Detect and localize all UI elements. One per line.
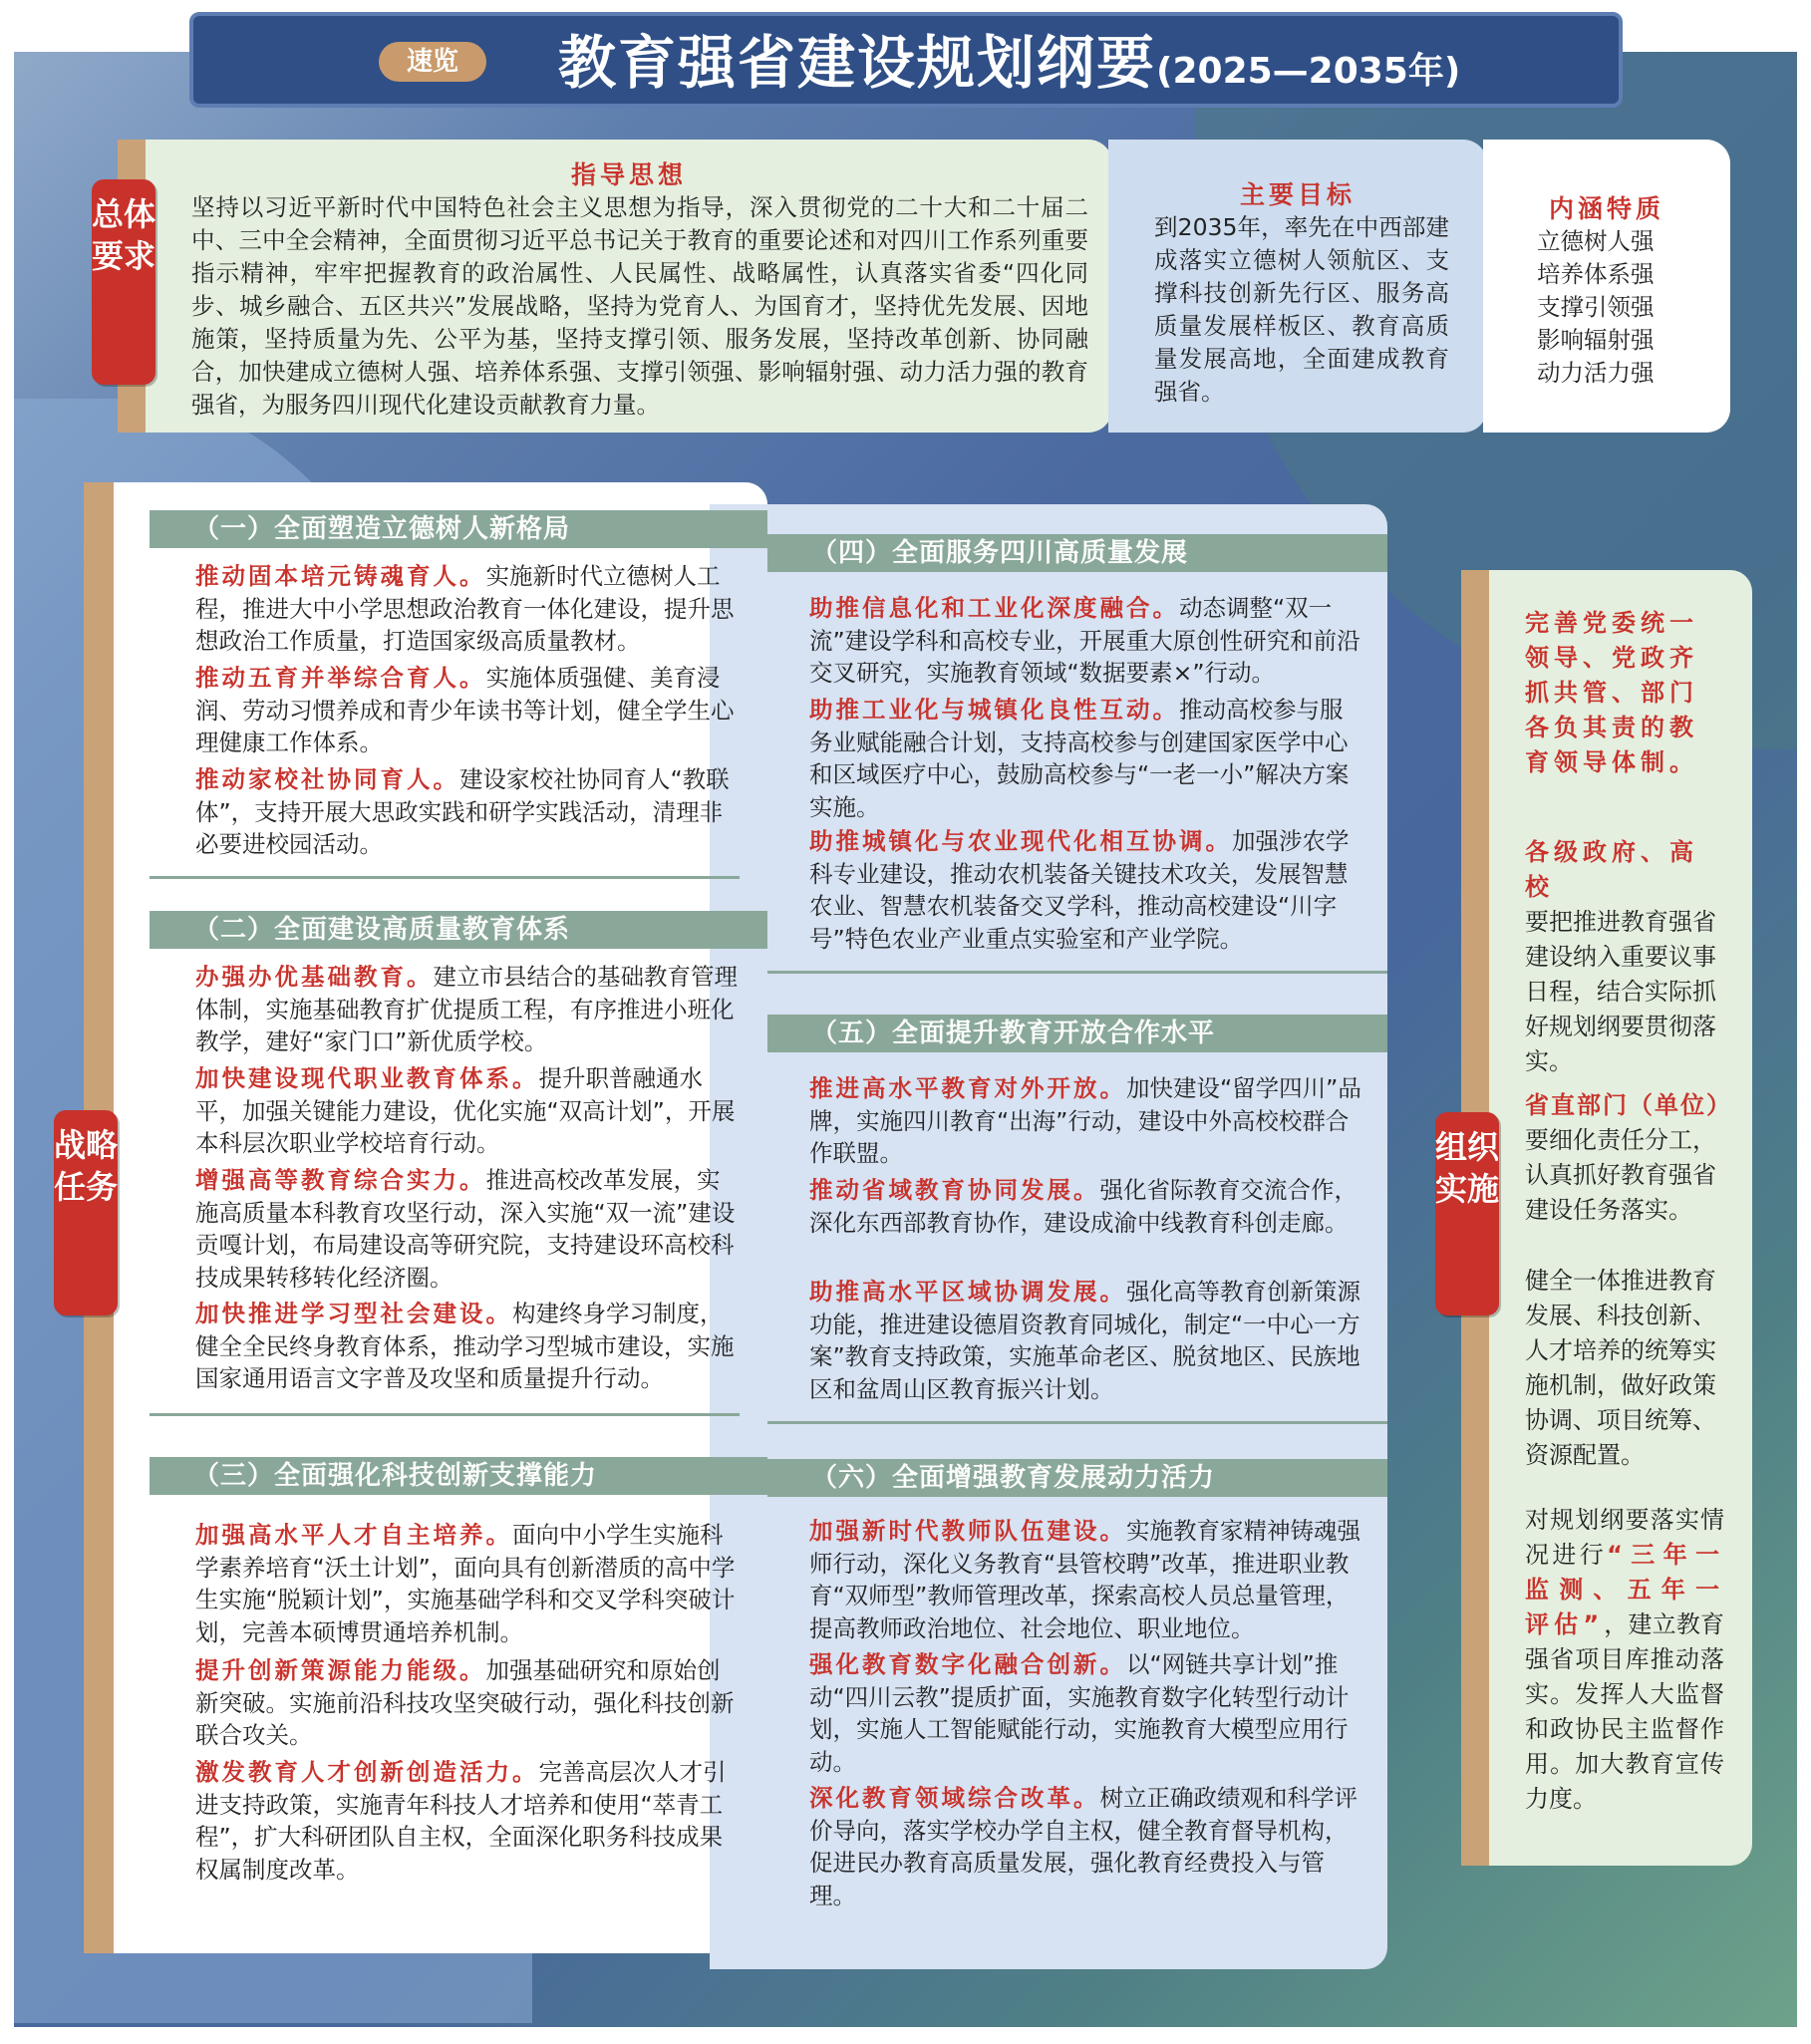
section-1-item	[195, 560, 742, 658]
section-1-header: （一）全面塑造立德树人新格局	[150, 510, 767, 548]
item-text: 动态调整“双一流”建设学科和高校专业，开展重大原创性研究和前沿交叉研究，实施教育领域“数据要素×”行动。	[809, 594, 1360, 687]
item-head: 推进高水平教育对外开放。	[809, 1074, 1126, 1102]
org-p4: 健全一体推进教育发展、科技创新、人才培养的统筹实施机制，做好政策协调、项目统筹、资源配置。	[1525, 1267, 1716, 1469]
org-p3-text: 要细化责任分工，认真抓好教育强省建设任务落实。	[1525, 1126, 1716, 1224]
traits-list	[1537, 225, 1716, 390]
org-p5-head: “三年一监测、五年一评估”	[1525, 1541, 1724, 1638]
trait-item: 动力活力强	[1537, 359, 1655, 387]
item-head: 加快建设现代职业教育体系。	[195, 1064, 539, 1092]
goals-text: 到2035年，率先在中西部建成落实立德树人领航区、支撑科技创新先行区、服务高质量发展样板区、教育高质量发展高地，全面建成教育强省。	[1154, 213, 1449, 406]
section-2-item	[195, 1062, 742, 1160]
item-text: 提升职普融通水平，加强关键能力建设，优化实施“双高计划”，开展本科层次职业学校培育行动。	[195, 1064, 736, 1157]
item-text: 树立正确政绩观和科学评价导向，落实学校办学自主权，健全教育督导机构，促进民办教育高质量发展，强化教育经费投入与管理。	[809, 1784, 1358, 1909]
item-text: 实施新时代立德树人工程，推进大中小学思想政治教育一体化建设，提升思想政治工作质量，打造国家级高质量教材。	[195, 562, 735, 655]
org-p5	[1525, 1503, 1724, 1817]
section-5-item	[809, 1276, 1361, 1405]
section-4-rule	[767, 971, 1387, 974]
org-p3	[1525, 1088, 1732, 1228]
overall-tag: 总体要求	[92, 179, 155, 385]
traits-panel	[1483, 140, 1730, 433]
item-head: 助推城镇化与农业现代化相互协调。	[809, 827, 1232, 855]
section-4-item	[809, 592, 1361, 690]
strategy-tag: 战略任务	[54, 1110, 118, 1315]
section-5-item	[809, 1174, 1361, 1239]
section-2-item	[195, 1164, 742, 1294]
section-6-item	[809, 1515, 1361, 1644]
item-text: 建立市县结合的基础教育管理体制，实施基础教育扩优提质工程，有序推进小班化教学，建好“家门口”新优质学校。	[195, 963, 738, 1055]
section-3-item	[195, 1654, 742, 1752]
section-2-header: （二）全面建设高质量教育体系	[150, 911, 767, 949]
section-4-item	[809, 825, 1361, 955]
trait-item: 支撑引领强	[1537, 293, 1655, 321]
item-head: 增强高等教育综合实力。	[195, 1166, 486, 1194]
section-5-item	[809, 1072, 1361, 1170]
item-head: 加强新时代教师队伍建设。	[809, 1517, 1126, 1545]
item-head: 提升创新策源能力能级。	[195, 1656, 486, 1684]
item-head: 推动家校社协同育人。	[195, 765, 459, 793]
org-p2-text: 要把推进教育强省建设纳入重要议事日程，结合实际抓好规划纲要贯彻落实。	[1525, 908, 1716, 1075]
quick-view-badge: 速览	[379, 42, 486, 82]
section-5-rule	[767, 1421, 1387, 1424]
section-1-item	[195, 662, 742, 759]
item-head: 加强高水平人才自主培养。	[195, 1521, 512, 1549]
item-text: 强化省际教育交流合作，深化东西部教育协作，建设成渝中线教育科创走廊。	[809, 1176, 1358, 1237]
section-1-rule	[150, 876, 740, 879]
item-head: 助推高水平区域协调发展。	[809, 1278, 1126, 1306]
goals-panel	[1108, 140, 1487, 433]
item-head: 助推工业化与城镇化良性互动。	[809, 696, 1179, 724]
org-p2	[1525, 835, 1724, 1079]
section-6-item	[809, 1648, 1361, 1778]
item-text: 推动高校参与服务业赋能融合计划，支持高校参与创建国家医学中心和区域医疗中心，鼓励高校参与“一老一小”解决方案实施。	[809, 696, 1350, 821]
section-3-item	[195, 1756, 742, 1886]
trait-item: 影响辐射强	[1537, 326, 1655, 354]
item-head: 助推信息化和工业化深度融合。	[809, 594, 1179, 622]
item-text: 完善高层次人才引进支持政策，实施青年科技人才培养和使用“萃青工程”，扩大科研团队自主权，全面深化职务科技成果权属制度改革。	[195, 1758, 727, 1884]
page-title	[558, 28, 1460, 98]
item-text: 以“网链共享计划”推动“四川云教”提质扩面，实施教育数字化转型行动计划，实施人工智能赋能行动，实施教育大模型应用行动。	[809, 1650, 1350, 1776]
goals-title: 主要目标	[1239, 180, 1356, 209]
item-head: 推动省域教育协同发展。	[809, 1176, 1100, 1204]
section-6-header: （六）全面增强教育发展动力活力	[767, 1459, 1387, 1497]
org-p1-head: 完善党委统一领导、党政齐抓共管、部门各负其责的教育领导体制。	[1525, 609, 1698, 776]
section-2-item	[195, 961, 742, 1058]
item-text: 强化高等教育创新策源功能，推进建设德眉资教育同城化，制定“一中心一方案”教育支持政策，实施革命老区、脱贫地区、民族地区和盆周山区教育振兴计划。	[809, 1278, 1360, 1403]
org-tag: 组织实施	[1435, 1112, 1499, 1315]
title-years: (2025—2035年)	[1156, 51, 1461, 92]
org-p3-head: 省直部门（单位）	[1525, 1091, 1732, 1119]
item-text: 建设家校社协同育人“教联体”，支持开展大思政实践和研学实践活动，清理非必要进校园活动。	[195, 765, 730, 858]
item-head: 激发教育人才创新创造活力。	[195, 1758, 539, 1786]
guiding-text: 坚持以习近平新时代中国特色社会主义思想为指导，深入贯彻党的二十大和二十届二中、三中全会精神，全面贯彻习近平总书记关于教育的重要论述和对四川工作系列重要指示精神，牢牢把握教育的政治属性、人民属性、战略属性，认真落实省委“四化同步、城乡融合、五区共兴”发展战略，坚持为党育人、为国育才，坚持优先发展、因地施策，坚持质量为先、公平为基，坚持支撑引领、服务发展，坚持改革创新、协同融合，加快建成立德树人强、培养体系强、支撑引领强、影响辐射强、动力活力强的教育强省，为服务四川现代化建设贡献教育力量。	[191, 193, 1088, 419]
traits-title: 内涵特质	[1548, 194, 1664, 223]
section-4-item	[809, 694, 1361, 823]
section-2-rule	[150, 1413, 740, 1416]
section-2-item	[195, 1298, 742, 1395]
org-p5-text: ，建立教育强省项目库推动落实。发挥人大监督和政协民主监督作用。加大教育宣传力度。	[1525, 1610, 1724, 1813]
item-text: 推进高校改革发展，实施高质量本科教育攻坚行动，深入实施“双一流”建设贡嘎计划，布局建设高等研究院，支持建设环高校科技成果转移转化经济圈。	[195, 1166, 736, 1292]
section-3-header: （三）全面强化科技创新支撑能力	[150, 1457, 767, 1495]
item-text: 加快建设“留学四川”品牌，实施四川教育“出海”行动，建设中外高校校群合作联盟。	[809, 1074, 1361, 1167]
section-1-item	[195, 763, 742, 861]
guiding-title: 指导思想	[570, 160, 687, 189]
item-head: 深化教育领域综合改革。	[809, 1784, 1100, 1812]
item-head: 强化教育数字化融合创新。	[809, 1650, 1126, 1678]
org-panel	[1489, 570, 1752, 1866]
section-3-item	[195, 1519, 742, 1648]
trait-item: 立德树人强	[1537, 227, 1655, 255]
section-4-header: （四）全面服务四川高质量发展	[767, 534, 1387, 572]
section-5-header: （五）全面提升教育开放合作水平	[767, 1015, 1387, 1052]
item-head: 办强办优基础教育。	[195, 963, 434, 991]
item-text: 实施体质强健、美育浸润、劳动习惯养成和青少年读书等计划，健全学生心理健康工作体系。	[195, 664, 735, 756]
item-text: 加强涉农学科专业建设，推动农机装备关键技术攻关，发展智慧农业、智慧农机装备交叉学科，推动高校建设“川字号”特色农业产业重点实验室和产业学院。	[809, 827, 1350, 953]
item-head: 推动五育并举综合育人。	[195, 664, 486, 692]
section-6-item	[809, 1782, 1361, 1911]
org-p1	[1525, 606, 1724, 780]
item-text: 加强基础研究和原始创新突破。实施前沿科技攻坚突破行动，强化科技创新联合攻关。	[195, 1656, 735, 1749]
guiding-panel	[146, 140, 1112, 433]
item-text: 面向中小学生实施科学素养培育“沃土计划”，面向具有创新潜质的高中学生实施“脱颖计划”，实施基础学科和交叉学科突破计划，完善本硕博贯通培养机制。	[195, 1521, 736, 1646]
item-text: 构建终身学习制度，健全全民终身教育体系，推动学习型城市建设，实施国家通用语言文字普及攻坚和质量提升行动。	[195, 1300, 735, 1392]
title-text: 教育强省建设规划纲要	[558, 29, 1157, 97]
item-text: 实施教育家精神铸魂强师行动，深化义务教育“县管校聘”改革，推进职业教育“双师型”教师管理改革，探索高校人员总量管理，提高教师政治地位、社会地位、职业地位。	[809, 1517, 1360, 1642]
item-head: 推动固本培元铸魂育人。	[195, 562, 486, 590]
trait-item: 培养体系强	[1537, 260, 1655, 288]
item-head: 加快推进学习型社会建设。	[195, 1300, 512, 1327]
org-p5-pre: 对规划纲要落实情况进行	[1525, 1506, 1724, 1569]
org-p2-head: 各级政府、高校	[1525, 838, 1698, 901]
